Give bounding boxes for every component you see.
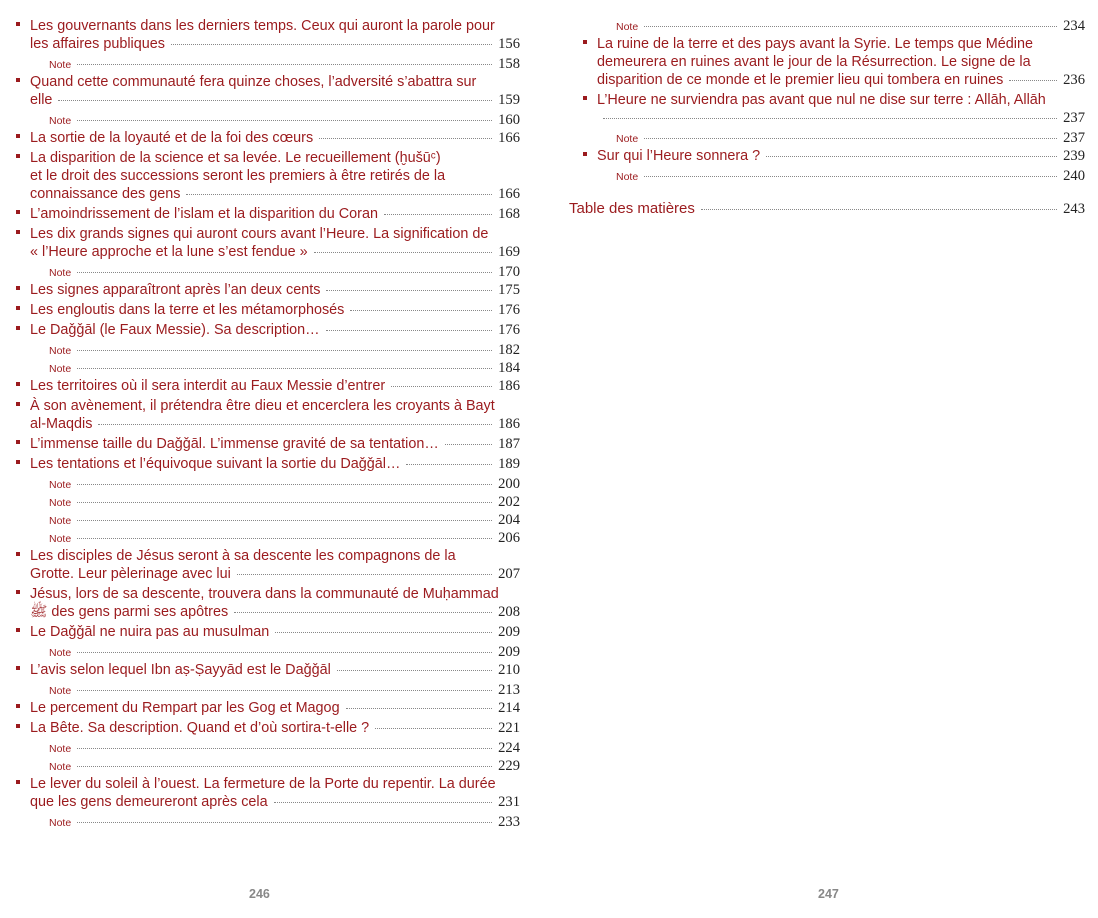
entry-page-number: 169 xyxy=(498,244,520,260)
entry-title-tail: Les engloutis dans la terre et les métamorphosés xyxy=(30,302,345,318)
bullet-icon xyxy=(16,306,20,310)
entry-tail-line xyxy=(30,661,520,679)
entry-page-number: 214 xyxy=(498,700,520,716)
entry-title-line: et le droit des successions seront les premiers à être retirés de la xyxy=(30,168,446,184)
note-row xyxy=(16,681,520,699)
entry-tail-line xyxy=(30,603,520,621)
entry-title-tail: L’avis selon lequel Ibn aṣ-Ṣayyād est le Daǧǧāl xyxy=(30,662,331,678)
entry-tail-line xyxy=(30,91,520,109)
right-column xyxy=(569,17,1085,219)
note-page-number: 237 xyxy=(1063,130,1085,146)
dot-leader xyxy=(77,748,492,749)
bullet-icon xyxy=(16,402,20,406)
dot-leader xyxy=(319,138,492,139)
entry-title-tail: Les tentations et l’équivoque suivant la sortie du Daǧǧāl… xyxy=(30,456,401,472)
note-label: Note xyxy=(49,267,72,279)
dot-leader xyxy=(406,464,492,465)
dot-leader xyxy=(346,708,492,709)
dot-leader xyxy=(701,209,1057,210)
toc-entry xyxy=(16,149,520,203)
dot-leader xyxy=(275,632,492,633)
entry-title-tail: elle xyxy=(30,92,53,108)
note-label: Note xyxy=(616,171,639,183)
entry-title-line: Les dix grands signes qui auront cours avant l’Heure. La signification de xyxy=(30,226,489,242)
dot-leader xyxy=(326,290,492,291)
dot-leader xyxy=(77,350,492,351)
entry-page-number: 210 xyxy=(498,662,520,678)
bullet-icon xyxy=(16,628,20,632)
entry-tail-line xyxy=(30,129,520,147)
entry-title-line: demeurera en ruines avant le jour de la Résurrection. Le signe de la xyxy=(597,54,1031,70)
note-label: Note xyxy=(49,761,72,773)
entry-page-number: 208 xyxy=(498,604,520,620)
dot-leader xyxy=(350,310,492,311)
bullet-icon xyxy=(16,440,20,444)
note-row xyxy=(16,493,520,511)
bullet-icon xyxy=(16,382,20,386)
note-label: Note xyxy=(49,685,72,697)
entry-tail-line xyxy=(30,321,520,339)
entry-page-number: 176 xyxy=(498,302,520,318)
note-label: Note xyxy=(49,743,72,755)
note-label: Note xyxy=(49,515,72,527)
entry-tail-line xyxy=(30,719,520,737)
note-label: Note xyxy=(616,21,639,33)
toc-entry xyxy=(16,435,520,453)
entry-tail-line xyxy=(30,377,520,395)
dot-leader xyxy=(171,44,492,45)
entry-tail-line xyxy=(30,565,520,583)
dot-leader xyxy=(274,802,492,803)
dot-leader xyxy=(391,386,492,387)
note-row xyxy=(16,341,520,359)
bullet-icon xyxy=(16,286,20,290)
note-page-number: 204 xyxy=(498,512,520,528)
toc-entry xyxy=(16,377,520,395)
entry-title-tail: Le percement du Rempart par les Gog et Magog xyxy=(30,700,340,716)
entry-title-line: Les disciples de Jésus seront à sa descente les compagnons de la xyxy=(30,548,456,564)
entry-tail-line xyxy=(30,435,520,453)
note-row xyxy=(583,167,1085,185)
entry-title-tail: Les signes apparaîtront après l’an deux cents xyxy=(30,282,321,298)
entry-tail-line xyxy=(597,147,1085,165)
entry-title-line: Le lever du soleil à l’ouest. La fermeture de la Porte du repentir. La durée xyxy=(30,776,496,792)
dot-leader xyxy=(445,444,492,445)
bullet-icon xyxy=(16,666,20,670)
bullet-icon xyxy=(16,134,20,138)
entry-title-tail: les affaires publiques xyxy=(30,36,165,52)
entry-tail-line xyxy=(30,699,520,717)
note-row xyxy=(16,757,520,775)
note-row xyxy=(16,263,520,281)
left-column xyxy=(16,17,520,831)
entry-page-number: 166 xyxy=(498,130,520,146)
toc-entry xyxy=(16,585,520,621)
dot-leader xyxy=(77,538,492,539)
entry-title-tail: Le Daǧǧāl ne nuira pas au musulman xyxy=(30,624,270,640)
dot-leader xyxy=(77,368,492,369)
note-page-number: 200 xyxy=(498,476,520,492)
bullet-icon xyxy=(16,552,20,556)
dot-leader xyxy=(77,690,492,691)
entry-page-number: 236 xyxy=(1063,72,1085,88)
note-row xyxy=(16,511,520,529)
bullet-icon xyxy=(16,780,20,784)
entry-title-tail: Les territoires où il sera interdit au Faux Messie d’entrer xyxy=(30,378,386,394)
entry-tail-line xyxy=(30,793,520,811)
entry-title-line: Jésus, lors de sa descente, trouvera dans la communauté de Muḥammad xyxy=(30,586,499,602)
note-page-number: 184 xyxy=(498,360,520,376)
bullet-icon xyxy=(16,326,20,330)
dot-leader xyxy=(644,26,1057,27)
dot-leader xyxy=(337,670,492,671)
dot-leader xyxy=(186,194,492,195)
page-number-left: 246 xyxy=(249,887,270,901)
entry-title-tail: « l’Heure approche et la lune s’est fendue » xyxy=(30,244,308,260)
bullet-icon xyxy=(16,230,20,234)
toc-entry xyxy=(16,547,520,583)
entry-tail-line xyxy=(30,281,520,299)
dot-leader xyxy=(384,214,492,215)
note-row xyxy=(16,813,520,831)
note-page-number: 209 xyxy=(498,644,520,660)
entry-title-tail: Grotte. Leur pèlerinage avec lui xyxy=(30,566,231,582)
entry-tail-line xyxy=(597,71,1085,89)
dot-leader xyxy=(603,118,1057,119)
bullet-icon xyxy=(16,590,20,594)
entry-tail-line xyxy=(30,205,520,223)
entry-title-tail: Le Daǧǧāl (le Faux Messie). Sa description… xyxy=(30,322,320,338)
note-row xyxy=(583,17,1085,35)
toc-label: Table des matières xyxy=(569,200,695,217)
note-page-number: 229 xyxy=(498,758,520,774)
entry-page-number: 176 xyxy=(498,322,520,338)
entry-tail-line xyxy=(30,623,520,641)
note-row xyxy=(16,55,520,73)
toc-entry xyxy=(16,129,520,147)
note-row xyxy=(16,739,520,757)
bullet-icon xyxy=(16,724,20,728)
toc-entry xyxy=(16,281,520,299)
page-number-right: 247 xyxy=(818,887,839,901)
toc-page-number: 243 xyxy=(1063,201,1085,217)
bullet-icon xyxy=(583,152,587,156)
entry-tail-line xyxy=(30,415,520,433)
toc-entry xyxy=(583,147,1085,165)
note-page-number: 233 xyxy=(498,814,520,830)
bullet-icon xyxy=(16,154,20,158)
entry-page-number: 166 xyxy=(498,186,520,202)
entry-title-tail: que les gens demeureront après cela xyxy=(30,794,268,810)
entry-tail-line xyxy=(597,109,1085,127)
bullet-icon xyxy=(16,210,20,214)
entry-page-number: 156 xyxy=(498,36,520,52)
note-label: Note xyxy=(49,647,72,659)
entry-title-tail: La Bête. Sa description. Quand et d’où sortira-t-elle ? xyxy=(30,720,370,736)
entry-title-tail: L’immense taille du Daǧǧāl. L’immense gravité de sa tentation… xyxy=(30,436,439,452)
entry-title-line: Les gouvernants dans les derniers temps. Ceux qui auront la parole pour xyxy=(30,18,495,34)
table-of-contents-entry xyxy=(569,199,1085,219)
bullet-icon xyxy=(16,22,20,26)
dot-leader xyxy=(644,138,1057,139)
entry-title-tail: al-Maqdis xyxy=(30,416,93,432)
note-row xyxy=(16,111,520,129)
toc-entry xyxy=(16,455,520,473)
note-row xyxy=(16,529,520,547)
toc-entry xyxy=(16,397,520,433)
dot-leader xyxy=(98,424,492,425)
entry-tail-line xyxy=(30,455,520,473)
dot-leader xyxy=(77,822,492,823)
note-page-number: 224 xyxy=(498,740,520,756)
note-label: Note xyxy=(49,817,72,829)
toc-entry xyxy=(16,321,520,339)
bullet-icon xyxy=(16,460,20,464)
entry-title-line: La disparition de la science et sa levée. Le recueillement (ḫušūᶜ) xyxy=(30,150,441,166)
dot-leader xyxy=(77,64,492,65)
dot-leader xyxy=(77,520,492,521)
note-page-number: 213 xyxy=(498,682,520,698)
note-label: Note xyxy=(49,497,72,509)
toc-entry xyxy=(583,91,1085,127)
note-page-number: 182 xyxy=(498,342,520,358)
note-row xyxy=(16,359,520,377)
note-page-number: 240 xyxy=(1063,168,1085,184)
dot-leader xyxy=(314,252,492,253)
entry-page-number: 209 xyxy=(498,624,520,640)
dot-leader xyxy=(77,484,492,485)
entry-title-tail: La sortie de la loyauté et de la foi des cœurs xyxy=(30,130,314,146)
entry-title-tail: connaissance des gens xyxy=(30,186,181,202)
note-label: Note xyxy=(49,59,72,71)
note-page-number: 158 xyxy=(498,56,520,72)
toc-entry xyxy=(16,301,520,319)
entry-title-line: À son avènement, il prétendra être dieu et encerclera les croyants à Bayt xyxy=(30,398,495,414)
entry-title-tail: Sur qui l’Heure sonnera ? xyxy=(597,148,761,164)
toc-entry xyxy=(583,35,1085,89)
entry-title-tail: ﷺ des gens parmi ses apôtres xyxy=(30,604,229,620)
note-label: Note xyxy=(616,133,639,145)
note-label: Note xyxy=(49,363,72,375)
dot-leader xyxy=(77,502,492,503)
dot-leader xyxy=(375,728,492,729)
toc-entry xyxy=(16,205,520,223)
entry-page-number: 237 xyxy=(1063,110,1085,126)
entry-title-tail: L’amoindrissement de l’islam et la disparition du Coran xyxy=(30,206,378,222)
dot-leader xyxy=(77,766,492,767)
entry-tail-line xyxy=(30,301,520,319)
note-page-number: 206 xyxy=(498,530,520,546)
entry-title-line: La ruine de la terre et des pays avant la Syrie. Le temps que Médine xyxy=(597,36,1033,52)
note-label: Note xyxy=(49,533,72,545)
dot-leader xyxy=(1009,80,1057,81)
note-label: Note xyxy=(49,345,72,357)
dot-leader xyxy=(237,574,492,575)
toc-entry xyxy=(16,17,520,53)
entry-page-number: 189 xyxy=(498,456,520,472)
toc-entry xyxy=(16,225,520,261)
bullet-icon xyxy=(583,96,587,100)
entry-page-number: 187 xyxy=(498,436,520,452)
bullet-icon xyxy=(16,704,20,708)
toc-entry xyxy=(16,661,520,679)
note-row xyxy=(16,475,520,493)
entry-title-tail: disparition de ce monde et le premier lieu qui tombera en ruines xyxy=(597,72,1004,88)
note-row xyxy=(583,129,1085,147)
dot-leader xyxy=(644,176,1057,177)
toc-entry xyxy=(16,623,520,641)
bullet-icon xyxy=(583,40,587,44)
entry-tail-line xyxy=(30,35,520,53)
entry-title-line: Quand cette communauté fera quinze choses, l’adversité s’abattra sur xyxy=(30,74,477,90)
entry-page-number: 186 xyxy=(498,378,520,394)
note-label: Note xyxy=(49,479,72,491)
entry-page-number: 159 xyxy=(498,92,520,108)
note-page-number: 234 xyxy=(1063,18,1085,34)
bullet-icon xyxy=(16,78,20,82)
dot-leader xyxy=(77,120,492,121)
toc-entry xyxy=(16,719,520,737)
dot-leader xyxy=(234,612,492,613)
entry-page-number: 239 xyxy=(1063,148,1085,164)
note-page-number: 160 xyxy=(498,112,520,128)
note-page-number: 202 xyxy=(498,494,520,510)
dot-leader xyxy=(58,100,492,101)
entry-page-number: 175 xyxy=(498,282,520,298)
entry-tail-line xyxy=(30,185,520,203)
toc-entry xyxy=(16,699,520,717)
entry-page-number: 207 xyxy=(498,566,520,582)
dot-leader xyxy=(77,652,492,653)
entry-title-line: L’Heure ne surviendra pas avant que nul ne dise sur terre : Allāh, Allāh xyxy=(597,92,1046,108)
entry-tail-line xyxy=(30,243,520,261)
entry-page-number: 221 xyxy=(498,720,520,736)
entry-page-number: 186 xyxy=(498,416,520,432)
dot-leader xyxy=(77,272,492,273)
entry-page-number: 168 xyxy=(498,206,520,222)
note-page-number: 170 xyxy=(498,264,520,280)
note-row xyxy=(16,643,520,661)
toc-entry xyxy=(16,775,520,811)
dot-leader xyxy=(766,156,1057,157)
entry-page-number: 231 xyxy=(498,794,520,810)
dot-leader xyxy=(326,330,492,331)
toc-entry xyxy=(16,73,520,109)
note-label: Note xyxy=(49,115,72,127)
